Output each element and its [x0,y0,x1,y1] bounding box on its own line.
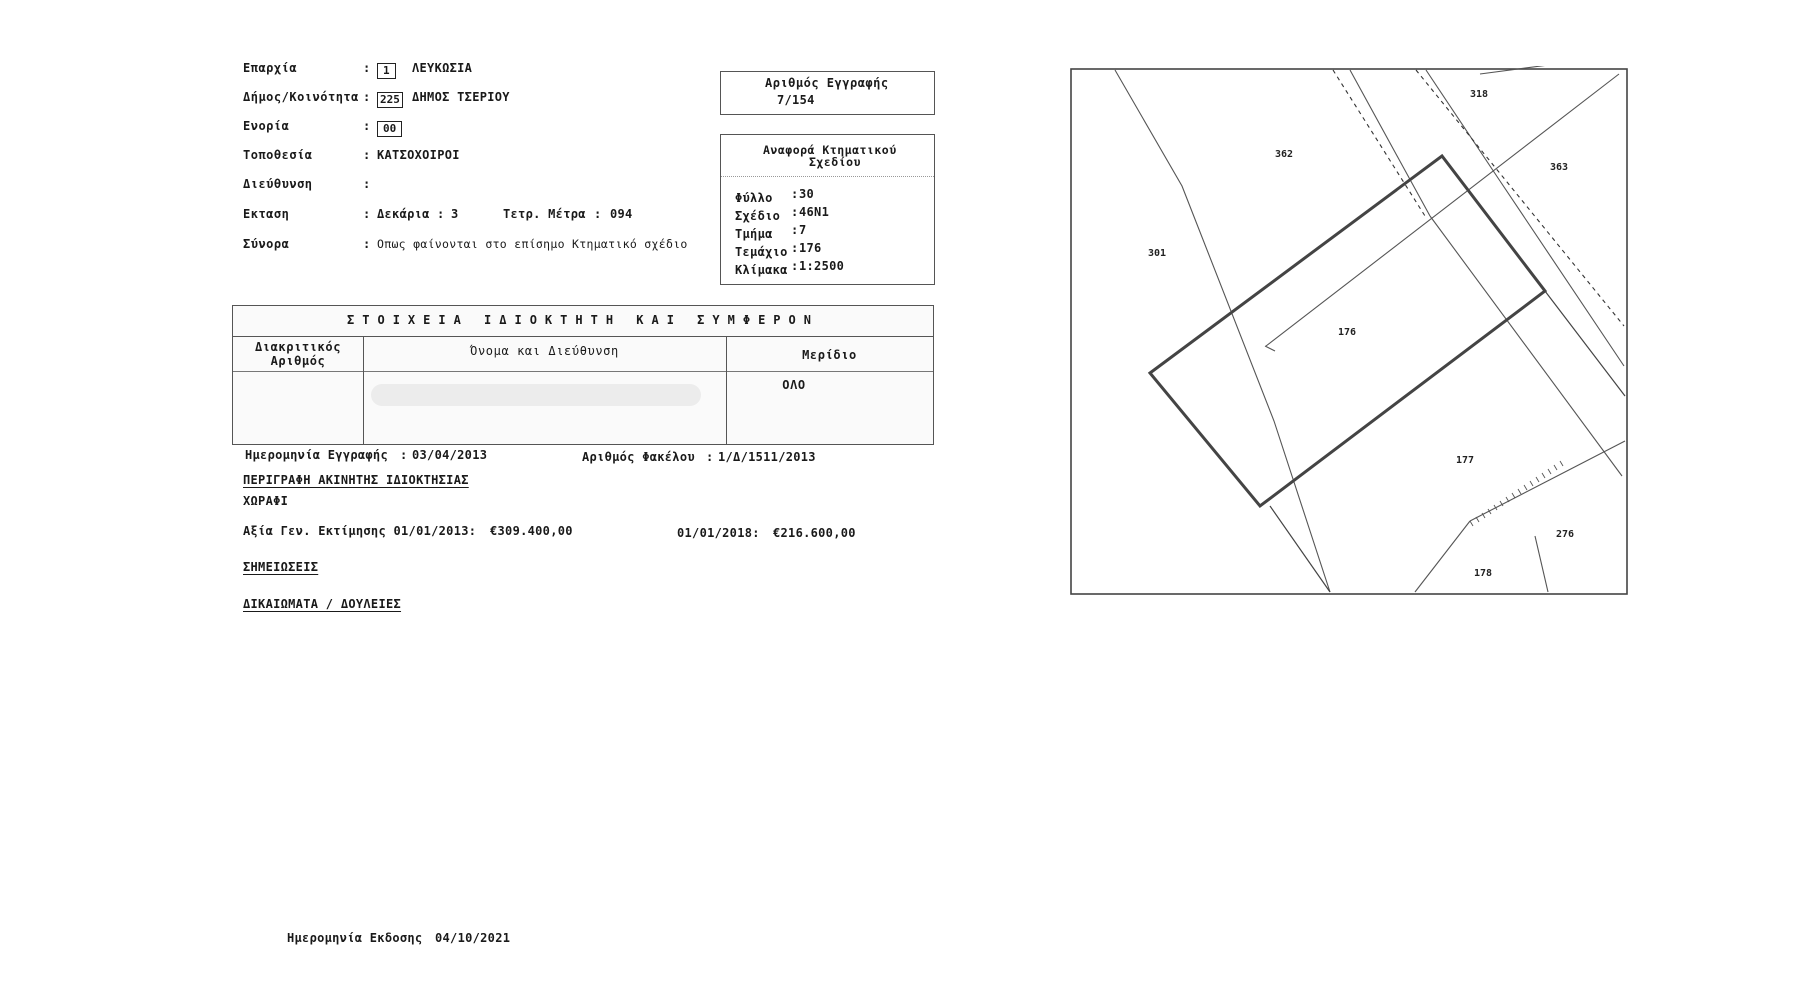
col-header-id: Διακριτικός Αριθμός [254,340,342,368]
metra-label: Τετρ. Μέτρα [503,207,586,221]
plan-row-fyllo: Φύλλο : 30 [735,187,815,205]
dieythynsi-label: Διεύθυνση [243,177,313,191]
colon: : [363,207,371,221]
file-number-value: 1/Δ/1511/2013 [718,450,816,464]
parcel-363: 363 [1550,162,1569,173]
dimos-code: 225 [377,88,403,108]
eparchia-code: 1 [377,59,396,79]
parcel-177: 177 [1456,455,1475,466]
dimos-value: ΔΗΜΟΣ ΤΣΕΡΙΟΥ [412,90,510,104]
registration-number-value: 7/154 [777,93,815,107]
synora-label: Σύνορα [243,237,290,251]
colon: : [400,448,408,462]
parcel-276: 276 [1556,529,1575,540]
owners-table-title: ΣΤΟΙΧΕΙΑ ΙΔΙΟΚΤΗΤΗ ΚΑΙ ΣΥΜΦΕΡΟΝ [347,313,819,327]
dekaria-label: Δεκάρια [377,207,430,221]
topothesia-label: Τοποθεσία [243,148,313,162]
colon: : [363,148,371,162]
colon: : [363,119,371,133]
eparchia-label: Επαρχία [243,61,298,75]
registration-number-box [720,71,935,115]
eparchia-value: ΛΕΥΚΩΣΙΑ [412,61,473,75]
registration-number-title: Αριθμός Εγγραφής [765,76,889,90]
ektasi-label: Εκταση [243,207,290,221]
parcel-178: 178 [1474,568,1493,579]
plan-row-schedio: Σχέδιο : 46Ν1 [735,205,830,223]
rights-heading: ΔΙΚΑΙΩΜΑΤΑ / ΔΟΥΛΕΙΕΣ [243,597,402,611]
plan-row-tmima: Τμήμα : 7 [735,223,807,241]
parcel-176: 176 [1338,327,1357,338]
colon: : [363,177,371,191]
issue-date-value: 04/10/2021 [435,931,511,945]
parcel-301: 301 [1148,248,1167,259]
plan-reference-rows [735,187,845,277]
colon: : [594,207,602,221]
colon: : [363,237,371,251]
share-value: ΟΛΟ [782,378,806,392]
dimos-label: Δήμος/Κοινότητα [243,90,359,104]
col-header-share: Μερίδιο [802,348,857,362]
colon: : [706,450,714,464]
parcel-362: 362 [1275,149,1294,160]
plan-row-klimaka: Κλίμακα : 1:2500 [735,259,845,277]
col-header-name: Όνομα και Διεύθυνση [470,344,619,358]
synora-value: Οπως φαίνονται στο επίσημο Κτηματικό σχέδιο [377,237,688,251]
dekaria-value: 3 [451,207,459,221]
metra-value: 094 [610,207,633,221]
redacted-owner [371,384,701,406]
plan-reference-box [720,134,935,285]
plan-row-temachio: Τεμάχιο : 176 [735,241,822,259]
plan-reference-title: Αναφορά Κτηματικού [763,143,897,157]
registration-date-label: Ημερομηνία Εγγραφής [245,448,388,462]
valuation-2018: €216.600,00 [773,526,856,540]
plan-reference-title-2: Σχεδίου [809,155,861,169]
file-number-label: Αριθμός Φακέλου [582,450,695,464]
property-description-heading: ΠΕΡΙΓΡΑΦΗ ΑΚΙΝΗΤΗΣ ΙΔΙΟΚΤΗΣΙΑΣ [243,473,469,487]
registration-date-value: 03/04/2013 [412,448,488,462]
property-description-value: ΧΩΡΑΦΙ [243,494,289,508]
topothesia-value: ΚΑΤΣΟΧΟΙΡΟΙ [377,148,460,162]
enoria-code: 00 [377,117,402,137]
valuation-2013: €309.400,00 [490,524,573,538]
valuation-2018-label: 01/01/2018: [677,526,760,540]
colon: : [363,61,371,75]
enoria-label: Ενορία [243,119,290,133]
colon: : [437,207,445,221]
cadastral-map [1070,66,1630,598]
valuation-label: Αξία Γεν. Εκτίμησης 01/01/2013: [243,524,477,538]
parcel-318: 318 [1470,89,1489,100]
owners-table [232,305,934,445]
issue-date-label: Ημερομηνία Εκδοσης [287,931,423,945]
notes-heading: ΣΗΜΕΙΩΣΕΙΣ [243,560,319,574]
colon: : [363,90,371,104]
